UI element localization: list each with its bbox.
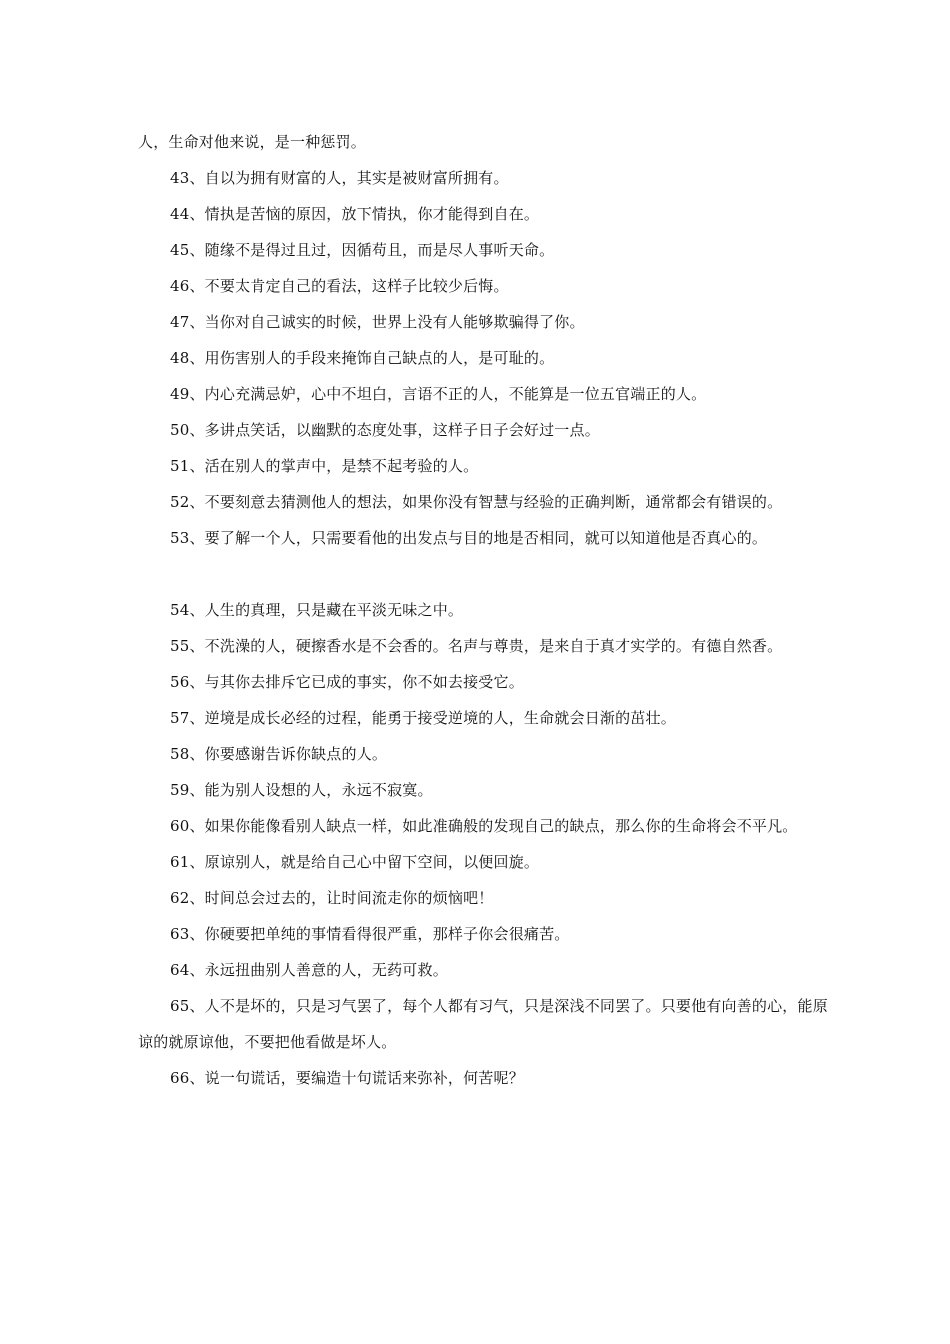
document-page bbox=[138, 124, 828, 1096]
quote-54: 54、人生的真理，只是藏在平淡无味之中。 bbox=[170, 601, 464, 619]
quote-57: 57、逆境是成长必经的过程，能勇于接受逆境的人，生命就会日渐的茁壮。 bbox=[170, 709, 676, 727]
quote-44: 44、情执是苦恼的原因，放下情执，你才能得到自在。 bbox=[170, 205, 540, 223]
quote-65: 65、人不是坏的，只是习气罢了，每个人都有习气，只是深浅不同罢了。只要他有向善的心，能原谅的就原谅他，不要把他看做是坏人。 bbox=[138, 997, 828, 1051]
paragraph-continuation: 人，生命对他来说，是一种惩罚。 bbox=[138, 133, 367, 151]
quote-63: 63、你硬要把单纯的事情看得很严重，那样子你会很痛苦。 bbox=[170, 925, 570, 943]
quote-49: 49、内心充满忌妒，心中不坦白，言语不正的人，不能算是一位五官端正的人。 bbox=[170, 385, 707, 403]
quote-48: 48、用伤害别人的手段来掩饰自己缺点的人，是可耻的。 bbox=[170, 349, 555, 367]
quote-45: 45、随缘不是得过且过，因循苟且，而是尽人事听天命。 bbox=[170, 241, 555, 259]
quote-47: 47、当你对自己诚实的时候，世界上没有人能够欺骗得了你。 bbox=[170, 313, 585, 331]
quote-60: 60、如果你能像看别人缺点一样，如此准确般的发现自己的缺点，那么你的生命将会不平凡。 bbox=[170, 817, 798, 835]
quote-50: 50、多讲点笑话，以幽默的态度处事，这样子日子会好过一点。 bbox=[170, 421, 600, 439]
quote-59: 59、能为别人设想的人，永远不寂寞。 bbox=[170, 781, 433, 799]
quote-61: 61、原谅别人，就是给自己心中留下空间，以便回旋。 bbox=[170, 853, 540, 871]
quote-43: 43、自以为拥有财富的人，其实是被财富所拥有。 bbox=[170, 169, 509, 187]
quote-52: 52、不要刻意去猜测他人的想法，如果你没有智慧与经验的正确判断，通常都会有错误的。 bbox=[170, 493, 783, 511]
quote-62: 62、时间总会过去的，让时间流走你的烦恼吧！ bbox=[170, 889, 494, 907]
quote-64: 64、永远扭曲别人善意的人，无药可救。 bbox=[170, 961, 448, 979]
quote-55: 55、不洗澡的人，硬擦香水是不会香的。名声与尊贵，是来自于真才实学的。有德自然香。 bbox=[170, 637, 783, 655]
quote-46: 46、不要太肯定自己的看法，这样子比较少后悔。 bbox=[170, 277, 509, 295]
quote-56: 56、与其你去排斥它已成的事实，你不如去接受它。 bbox=[170, 673, 524, 691]
quote-51: 51、活在别人的掌声中，是禁不起考验的人。 bbox=[170, 457, 479, 475]
quote-53: 53、要了解一个人，只需要看他的出发点与目的地是否相同，就可以知道他是否真心的。 bbox=[170, 529, 768, 547]
quote-66: 66、说一句谎话，要编造十句谎话来弥补，何苦呢？ bbox=[170, 1069, 524, 1087]
quote-58: 58、你要感谢告诉你缺点的人。 bbox=[170, 745, 388, 763]
